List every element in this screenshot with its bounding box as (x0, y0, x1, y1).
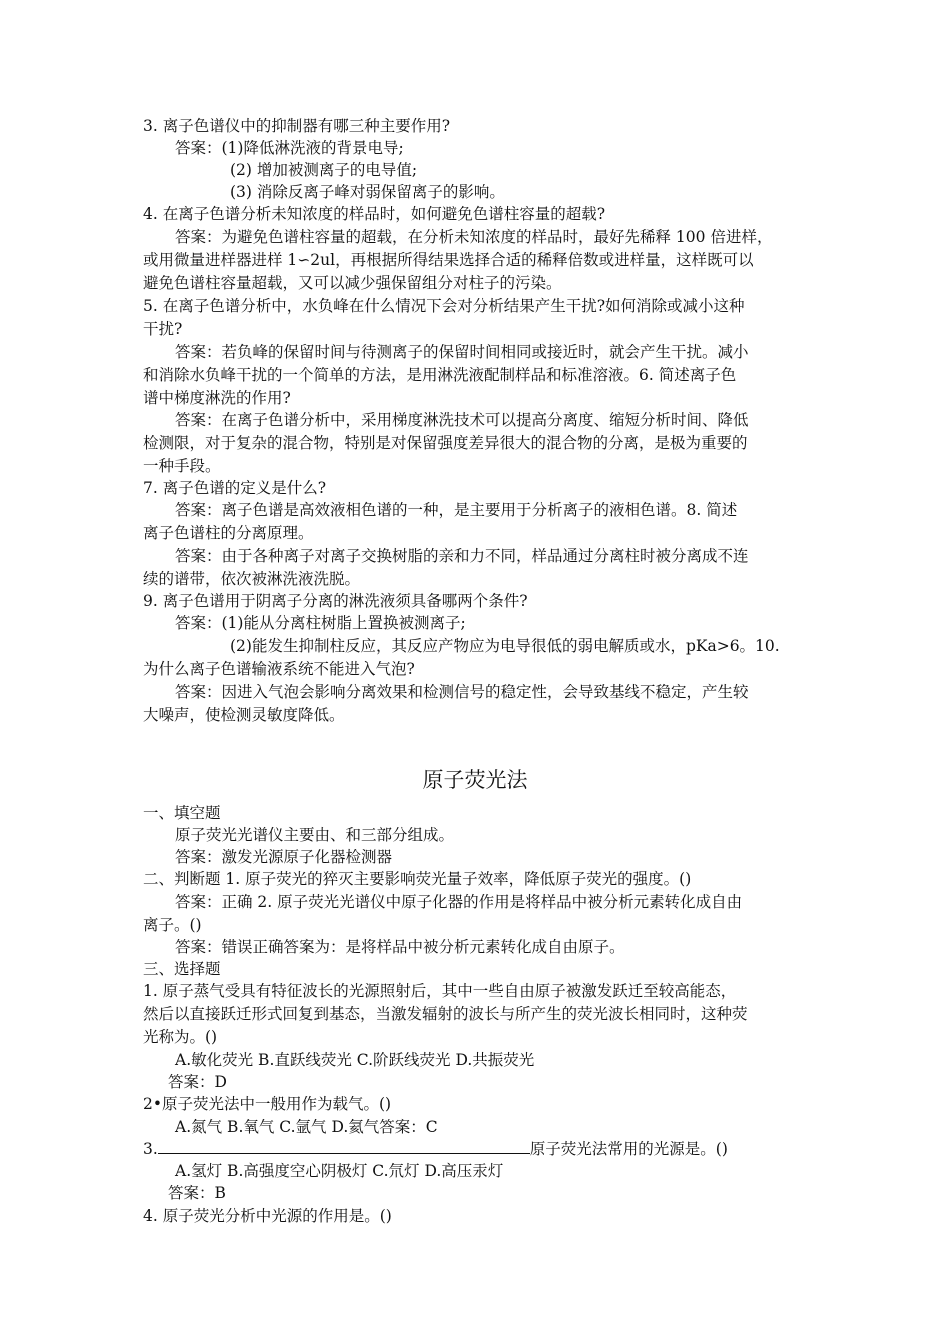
choice-q2-options-answer: A.氮气 B.氧气 C.氩气 D.氦气答案：C (175, 1118, 438, 1136)
q3-answer-3: (3) 消除反离子峰对弱保留离子的影响。 (230, 183, 505, 201)
q8-answer-line-1: 答案：由于各种离子对离子交换树脂的亲和力不同，样品通过分离柱时被分离成不连 (175, 547, 749, 565)
q5-question-line-2: 干扰? (143, 320, 183, 338)
q3-answer-1: 答案：(1)降低淋洗液的背景电导; (175, 139, 404, 157)
choice-q1-line-2: 然后以直接跃迁形式回复到基态，当激发辐射的波长与所产生的荧光波长相同时，这种荧 (143, 1005, 748, 1023)
section-title: 原子荧光法 (422, 768, 528, 792)
q4-answer-line-3: 避免色谱柱容量超载，又可以减少强保留组分对柱子的污染。 (143, 274, 562, 292)
choice-q3-options: A.氢灯 B.高强度空心阴极灯 C.氘灯 D.高压汞灯 (175, 1162, 504, 1180)
judge-question-1: 二、判断题 1. 原子荧光的猝灭主要影响荧光量子效率，降低原子荧光的强度。() (143, 870, 692, 888)
choice-q3-answer: 答案：B (168, 1184, 226, 1202)
q5-answer-line-2: 和消除水负峰干扰的一个简单的方法，是用淋洗液配制样品和标准溶液。6. 简述离子色 (143, 366, 737, 384)
judge-question-2-tail: 离子。() (143, 916, 202, 934)
q5-question-line-1: 5. 在离子色谱分析中，水负峰在什么情况下会对分析结果产生干扰?如何消除或减小这种 (143, 297, 745, 315)
choice-q4-question: 4. 原子荧光分析中光源的作用是。() (143, 1207, 392, 1225)
choice-q1-line-1: 1. 原子蒸气受具有特征波长的光源照射后，其中一些自由原子被激发跃迁至较高能态， (143, 982, 737, 1000)
q6-answer-line-2: 检测限，对于复杂的混合物，特别是对保留强度差异很大的混合物的分离，是极为重要的 (143, 434, 748, 452)
q9-answer-1: 答案：(1)能从分离柱树脂上置换被测离子; (175, 614, 466, 632)
heading-choice: 三、选择题 (143, 960, 221, 978)
heading-fill-blank: 一、填空题 (143, 804, 221, 822)
choice-q1-line-3: 光称为。() (143, 1028, 218, 1046)
q6-question-line-2: 谱中梯度淋洗的作用? (143, 389, 291, 407)
q7-answer-line-1: 答案：离子色谱是高效液相色谱的一种，是主要用于分析离子的液相色谱。8. 简述 (175, 501, 738, 519)
q10-answer-line-2: 大噪声，使检测灵敏度降低。 (143, 706, 345, 724)
fill-blank-answer: 答案：激发光源原子化器检测器 (175, 848, 393, 866)
choice-q3-text: 原子荧光法常用的光源是。() (529, 1140, 728, 1158)
q6-answer-line-1: 答案：在离子色谱分析中，采用梯度淋洗技术可以提高分离度、缩短分析时间、降低 (175, 411, 749, 429)
judge-answer-2: 答案：错误正确答案为：是将样品中被分析元素转化成自由原子。 (175, 938, 625, 956)
q9-answer-2: (2)能发生抑制柱反应，其反应产物应为电导很低的弱电解质或水，pKa>6。10. (230, 637, 780, 655)
answer-blank-line (158, 1139, 530, 1154)
judge-answer-1: 答案：正确 2. 原子荧光光谱仪中原子化器的作用是将样品中被分析元素转化成自由 (175, 893, 743, 911)
choice-q1-options: A.敏化荧光 B.直跃线荧光 C.阶跃线荧光 D.共振荧光 (175, 1051, 535, 1069)
q10-answer-line-1: 答案：因进入气泡会影响分离效果和检测信号的稳定性，会导致基线不稳定，产生较 (175, 683, 749, 701)
q7-question: 7. 离子色谱的定义是什么? (143, 479, 327, 497)
choice-q3-number: 3. (143, 1140, 158, 1158)
fill-blank-question: 原子荧光光谱仪主要由、和三部分组成。 (175, 826, 455, 844)
q4-answer-line-1: 答案：为避免色谱柱容量的超载，在分析未知浓度的样品时，最好先稀释 100 倍进样， (175, 228, 773, 246)
choice-q3-question (143, 1138, 728, 1160)
q8-answer-line-2: 续的谱带，依次被淋洗液洗脱。 (143, 570, 361, 588)
q4-answer-line-2: 或用微量进样器进样 1∽2ul，再根据所得结果选择合适的稀释倍数或进样量，这样既可以 (143, 251, 754, 269)
q3-answer-2: (2) 增加被测离子的电导值; (230, 161, 418, 179)
choice-q2-question: 2•原子荧光法中一般用作为载气。() (143, 1095, 392, 1113)
q9-question: 9. 离子色谱用于阴离子分离的淋洗液须具备哪两个条件? (143, 592, 528, 610)
q3-question: 3. 离子色谱仪中的抑制器有哪三种主要作用? (143, 117, 451, 135)
q8-question-line-2: 离子色谱柱的分离原理。 (143, 524, 314, 542)
q5-answer-line-1: 答案：若负峰的保留时间与待测离子的保留时间相同或接近时，就会产生干扰。减小 (175, 343, 749, 361)
choice-q1-answer: 答案：D (168, 1073, 227, 1091)
q4-question: 4. 在离子色谱分析未知浓度的样品时，如何避免色谱柱容量的超载? (143, 205, 606, 223)
q10-question: 为什么离子色谱输液系统不能进入气泡? (143, 660, 415, 678)
q6-answer-line-3: 一种手段。 (143, 457, 221, 475)
